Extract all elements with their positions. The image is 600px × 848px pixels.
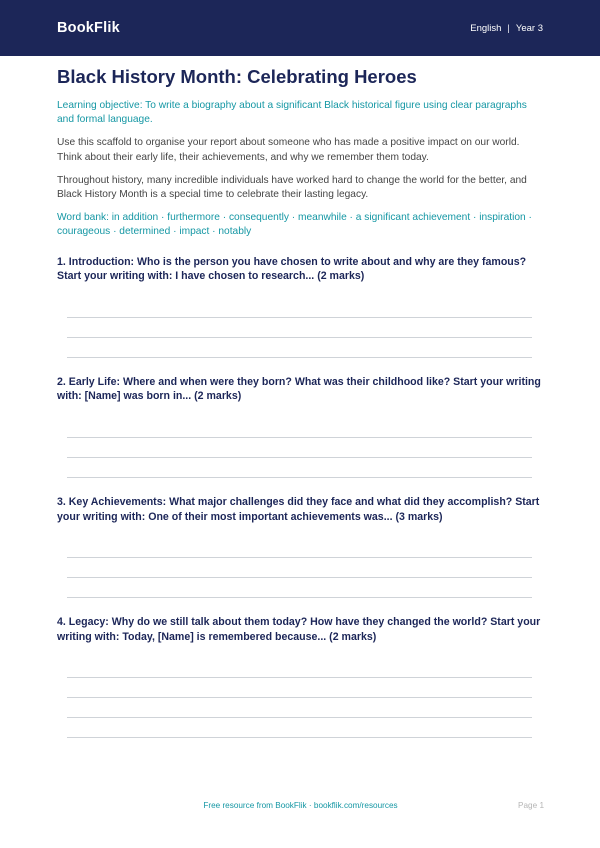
- intro-paragraph-1: Use this scaffold to organise your report about someone who has made a positive impact on our world. Think about their early life, their achievements, and why we remember them today.: [57, 137, 520, 163]
- question-1-prompt: 1. Introduction: Who is the person you have chosen to write about and why are they famous? Start your writing with: I have chosen to research... (2 marks): [57, 255, 527, 283]
- writing-line: [67, 677, 532, 678]
- word-bank: Word bank: in addition · furthermore · consequently · meanwhile · a significant achievement · inspiration · courageous · determined · impact · notably: [57, 212, 532, 238]
- question-4-prompt: 4. Legacy: Why do we still talk about them today? How have they changed the world? Start your writing with: Today, [Name] is remembered because... (2 marks): [57, 616, 541, 643]
- writing-line: [67, 337, 532, 338]
- header-meta: [470, 23, 543, 34]
- worksheet-content: [57, 66, 544, 738]
- question-2-prompt: 2. Early Life: Where and when were they born? What was their childhood like? Start your writing with: [Name] was born in... (2 marks): [57, 375, 541, 403]
- writing-line: [67, 577, 532, 578]
- page-number: Page 1: [518, 801, 544, 810]
- page-title: Black History Month: Celebrating Heroes: [57, 66, 417, 87]
- writing-line: [67, 477, 532, 478]
- brand-logo-text[interactable]: BookFlik: [57, 20, 120, 36]
- question-3-prompt: 3. Key Achievements: What major challenges did they face and what did they accomplish? Start your writing with: One of their most important achievements was... (3 marks): [57, 496, 540, 523]
- writing-line: [67, 737, 532, 738]
- learning-objective: Learning objective: To write a biography about a significant Black historical figure using clear paragraphs and formal language.: [57, 100, 527, 126]
- writing-line: [67, 597, 532, 598]
- footer-credit-link[interactable]: Free resource from BookFlik · bookflik.com/resources: [203, 801, 398, 810]
- writing-line: [67, 717, 532, 718]
- writing-line: [67, 457, 532, 458]
- page-footer: [57, 801, 544, 815]
- answer-area-1[interactable]: [67, 317, 532, 358]
- answer-area-4[interactable]: [67, 677, 532, 738]
- writing-line: [67, 437, 532, 438]
- writing-line: [67, 317, 532, 318]
- header-separator: |: [507, 22, 510, 34]
- question-block-3: [57, 495, 544, 598]
- answer-area-3[interactable]: [67, 557, 532, 598]
- answer-area-2[interactable]: [67, 437, 532, 478]
- subject-label: English: [470, 22, 502, 34]
- question-block-2: [57, 375, 544, 478]
- intro-paragraph-2: Throughout history, many incredible individuals have worked hard to change the world for the better, and Black History Month is a special time to celebrate their lasting legacy.: [57, 174, 527, 201]
- writing-line: [67, 357, 532, 358]
- writing-line: [67, 557, 532, 558]
- header-bar: [0, 0, 600, 56]
- question-block-4: [57, 615, 544, 738]
- writing-line: [67, 697, 532, 698]
- question-block-1: [57, 255, 544, 358]
- year-label: Year 3: [515, 22, 543, 34]
